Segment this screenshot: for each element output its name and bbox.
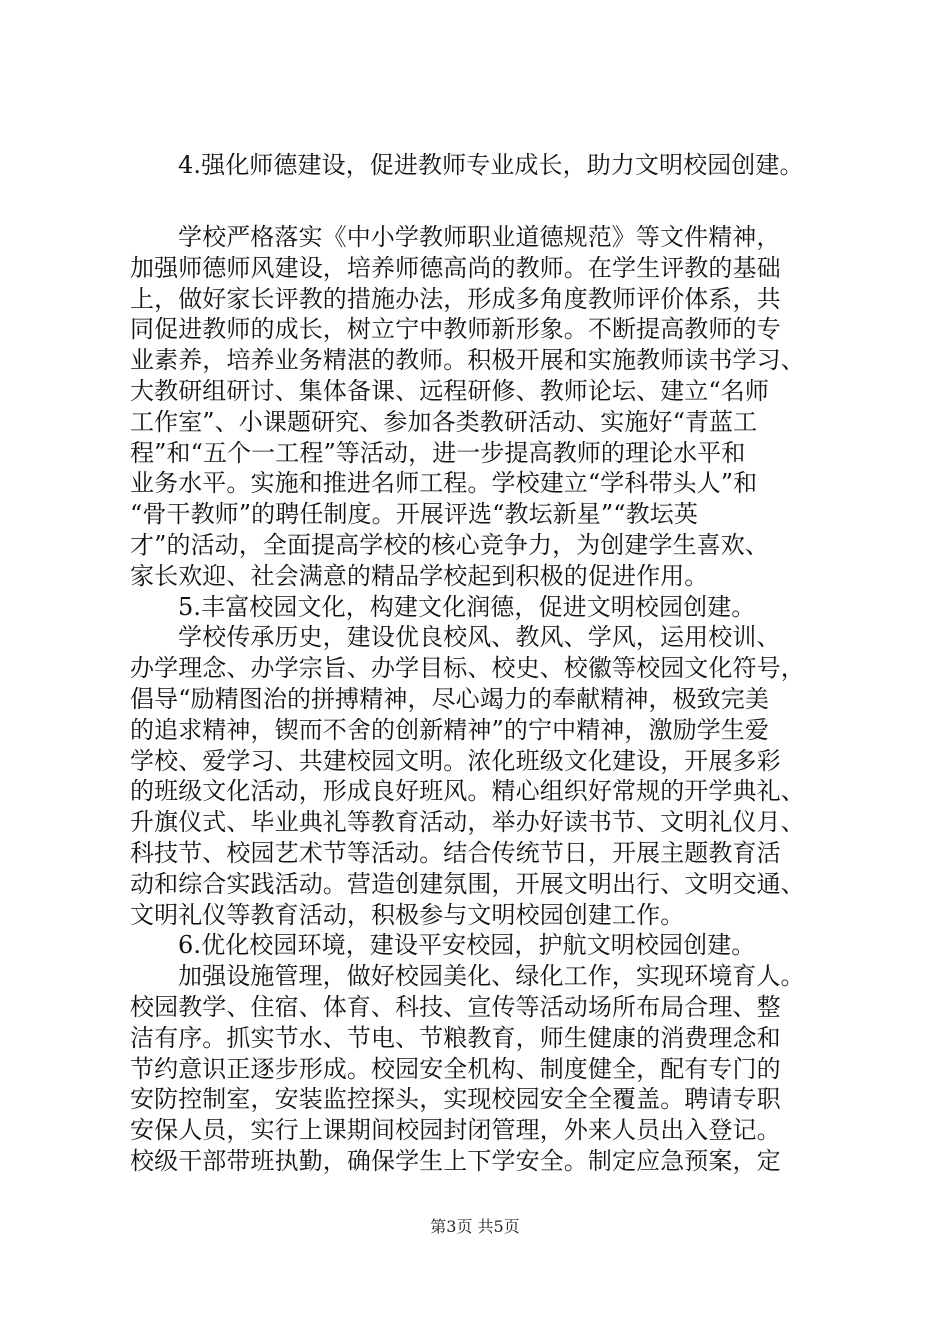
paragraph-line: 办学理念、办学宗旨、办学目标、校史、校徽等校园文化符号， [130, 654, 805, 683]
paragraph-line: 程”和“五个一工程”等活动，进一步提高教师的理论水平和 [130, 438, 746, 467]
section-heading-6: 6.优化校园环境，建设平安校园，护航文明校园创建。 [178, 931, 756, 960]
paragraph-line: 洁有序。抓实节水、节电、节粮教育，师生健康的消费理念和 [130, 1023, 781, 1052]
paragraph-line: 科技节、校园艺术节等活动。结合传统节日，开展主题教育活 [130, 839, 781, 867]
section-heading-4: 4.强化师德建设，促进教师专业成长，助力文明校园创建。 [178, 151, 804, 179]
paragraph-line: 工作室”、小课题研究、参加各类教研活动、实施好“青蓝工 [130, 407, 758, 436]
paragraph-line: 学校、爱学习、共建校园文明。浓化班级文化建设，开展多彩 [130, 746, 781, 775]
paragraph-line: 家长欢迎、社会满意的精品学校起到积极的促进作用。 [130, 561, 709, 590]
section-heading-5: 5.丰富校园文化，构建文化润德，促进文明校园创建。 [178, 592, 756, 621]
paragraph-line: 升旗仪式、毕业典礼等教育活动，举办好读书节、文明礼仪月、 [130, 808, 805, 837]
paragraph-line: 业务水平。实施和推进名师工程。学校建立“学科带头人”和 [130, 469, 758, 498]
paragraph-line: 校园教学、住宿、体育、科技、宣传等活动场所布局合理、整 [130, 993, 781, 1021]
paragraph-line: 安防控制室，安装监控探头，实现校园安全全覆盖。聘请专职 [130, 1085, 781, 1114]
paragraph-line: 倡导“励精图治的拼搏精神，尽心竭力的奉献精神，极致完美 [130, 685, 769, 713]
paragraph-line: 文明礼仪等教育活动，积极参与文明校园创建工作。 [130, 900, 685, 929]
paragraph-line: 业素养，培养业务精湛的教师。积极开展和实施教师读书学习、 [130, 346, 805, 375]
paragraph-line: 动和综合实践活动。营造创建氛围，开展文明出行、文明交通、 [130, 869, 805, 898]
paragraph-line: 的追求精神，锲而不舍的创新精神”的宁中精神，激励学生爱 [130, 715, 769, 744]
paragraph-line: 才”的活动，全面提高学校的核心竞争力，为创建学生喜欢、 [130, 531, 769, 559]
paragraph-line: 校级干部带班执勤，确保学生上下学安全。制定应急预案，定 [130, 1147, 781, 1175]
paragraph-line: 同促进教师的成长，树立宁中教师新形象。不断提高教师的专 [130, 315, 781, 344]
paragraph-line: 加强设施管理，做好校园美化、绿化工作，实现环境育人。 [178, 962, 805, 991]
paragraph-line: 安保人员，实行上课期间校园封闭管理，外来人员出入登记。 [130, 1116, 781, 1145]
paragraph-line: 上，做好家长评教的措施办法，形成多角度教师评价体系，共 [130, 284, 781, 313]
paragraph-line: “骨干教师”的聘任制度。开展评选“教坛新星”“教坛英 [130, 500, 698, 529]
paragraph-line: 大教研组研讨、集体备课、远程研修、教师论坛、建立“名师 [130, 377, 769, 405]
paragraph-line: 学校传承历史，建设优良校风、教风、学风，运用校训、 [178, 623, 781, 652]
paragraph-line: 节约意识正逐步形成。校园安全机构、制度健全，配有专门的 [130, 1054, 781, 1083]
page-number-footer: 第3页 共5页 [430, 1217, 520, 1236]
paragraph-line: 的班级文化活动，形成良好班风。精心组织好常规的开学典礼、 [130, 777, 805, 806]
paragraph-line: 学校严格落实《中小学教师职业道德规范》等文件精神， [178, 223, 781, 251]
paragraph-line: 加强师德师风建设，培养师德高尚的教师。在学生评教的基础 [130, 253, 781, 282]
